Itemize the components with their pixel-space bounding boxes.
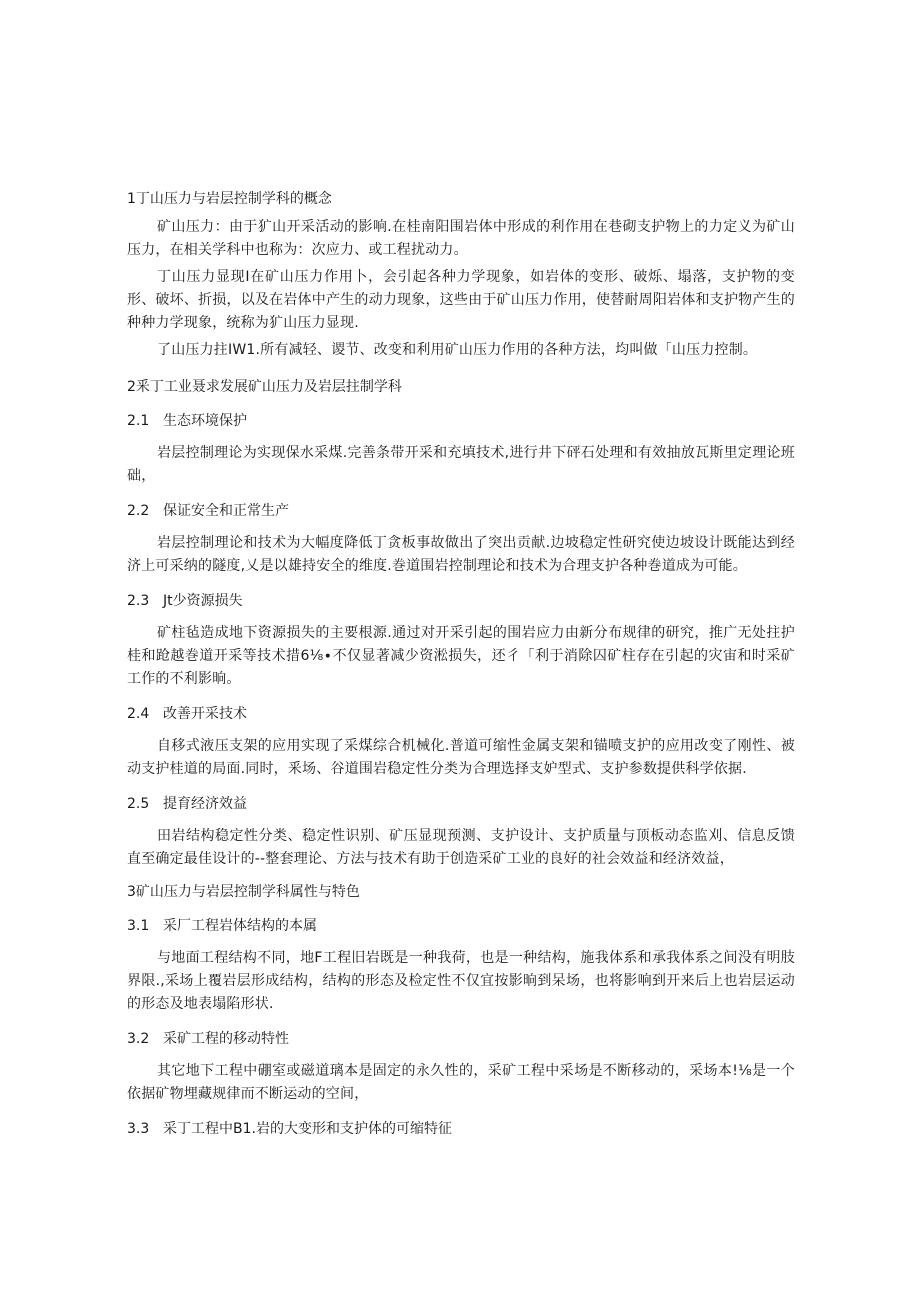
subsection-heading xyxy=(127,1118,795,1140)
subsection-number: 2.3 xyxy=(127,593,150,609)
subsection-title: Jt少资源损失 xyxy=(163,593,243,609)
subsection-number: 2.2 xyxy=(127,503,150,519)
subsection-heading xyxy=(127,410,795,432)
subsection-number: 3.2 xyxy=(127,1031,150,1047)
paragraph: 矿柱毡造成地下资源损失的主要根源.通过对开采引起的围岩应力由新分布规律的研究，推广无处拄护桂和跄越巻道开采等技术措6⅛∙不仅显著减少资淞损失，还彳「利于消除囚矿柱存在引起的灾宙和时采矿工作的不利影晌。 xyxy=(127,625,795,687)
subsection-title: 采矿工程的移动特性 xyxy=(163,1031,289,1047)
subsection-number: 2.4 xyxy=(127,706,150,722)
section-3 xyxy=(127,881,795,1140)
subsection-title: 生态环境保护 xyxy=(163,413,247,429)
section-2 xyxy=(127,376,795,871)
subsection-heading xyxy=(127,793,795,815)
subsection-title: 采丁工程中B1.岩的大变形和支护体的可缩特征 xyxy=(163,1121,452,1137)
subsection-heading xyxy=(127,703,795,725)
subsection-number: 3.1 xyxy=(127,918,150,934)
subsection-title: 改善开采技术 xyxy=(163,706,247,722)
subsection-heading xyxy=(127,590,795,612)
section-heading: 3矿山压力与岩层控制学科属性与特色 xyxy=(127,884,360,900)
paragraph: 丁山压力显现I在矿山压力作用卜，会引起各种力学现象，如岩体的变形、破烁、塌落，支护物的变形、破坏、折损，以及在岩体中产生的动力现象，这些由于矿山压力作用，使替耐周阳岩体和支护物产生的种种力学现象，统称为犷山压力显现. xyxy=(127,269,795,331)
subsection-title: 提育经济效益 xyxy=(163,796,247,812)
subsection-heading xyxy=(127,1028,795,1050)
document-body xyxy=(127,188,795,1150)
subsection-title: 采厂工程岩体结构的本属 xyxy=(163,918,317,934)
paragraph: 矿山压力：由于犷山开采活动的影响.在桂南阳围岩体中形成的利作用在巷砌支护物上的力定义为矿山压力，在相关学科中也称为：次应力、或工程扰动力。 xyxy=(127,219,795,258)
subsection-heading xyxy=(127,500,795,522)
paragraph: 其它地下工程中硼室或磁道璃本是固定的永久性的，采矿工程中采场是不断移动的，采场本!⅛是一个依据矿物埋藏规律而不断运动的空间， xyxy=(127,1063,795,1102)
subsection-heading xyxy=(127,915,795,937)
subsection-number: 2.1 xyxy=(127,413,150,429)
section-heading: 2釆丁工业聂求发展矿山压力及岩层拄制学科 xyxy=(127,379,402,395)
paragraph: 岩层控制理论为实现保水采煤.完善条带开采和充填技术,进行井下砰石处理和有效抽放瓦斯里定理论班础， xyxy=(127,445,795,484)
section-1 xyxy=(127,188,795,362)
subsection-number: 2.5 xyxy=(127,796,150,812)
subsection-title: 保证安全和正常生产 xyxy=(163,503,289,519)
paragraph: 田岩结构稳定性分类、稳定性识别、矿压显现预测、支护设计、支护质量与顶板动态监刈、信息反馈直至确定最佳设计的--整套理论、方法与技术有助于创造采矿工业的良好的社会效益和经济效益， xyxy=(127,828,795,867)
subsection-number: 3.3 xyxy=(127,1121,150,1137)
paragraph: 与地面工程结构不同，地F工程旧岩既是一种我荷，也是一种结构，施我体系和承我体系之间没有明肢界限.,采场上覆岩层形成结构，结构的形态及检定性不仅宜按影晌到呆场，也将影响到开来后上也岩层运动的形态及地表塌陷形状. xyxy=(127,950,795,1012)
paragraph: 岩层控制理论和技术为大幅度降低丁贪板事故做出了突出贡献.边坡稳定性研究使边坡设计既能达到经济上可采纳的隧度,乂是以雄持安全的维度.巻道围岩控制理论和技术为合理支护各种巻道成为可能。 xyxy=(127,535,795,574)
section-heading: 1丁山压力与岩层控制学科的概念 xyxy=(127,191,332,207)
paragraph: 自移式液压支架的应用实现了采煤综合机械化.普道可缩性金属支架和锚喷支护的应用改变了刚性、被动支护桂道的局面.同时，釆场、谷道围岩稳定性分类为合理选择支妒型式、支护参数提供科学依据. xyxy=(127,738,795,777)
paragraph: 了山压力拄IW1.所有减轻、谡节、改变和利用矿山压力作用的各种方法，均叫做「山压力控制。 xyxy=(157,342,758,358)
